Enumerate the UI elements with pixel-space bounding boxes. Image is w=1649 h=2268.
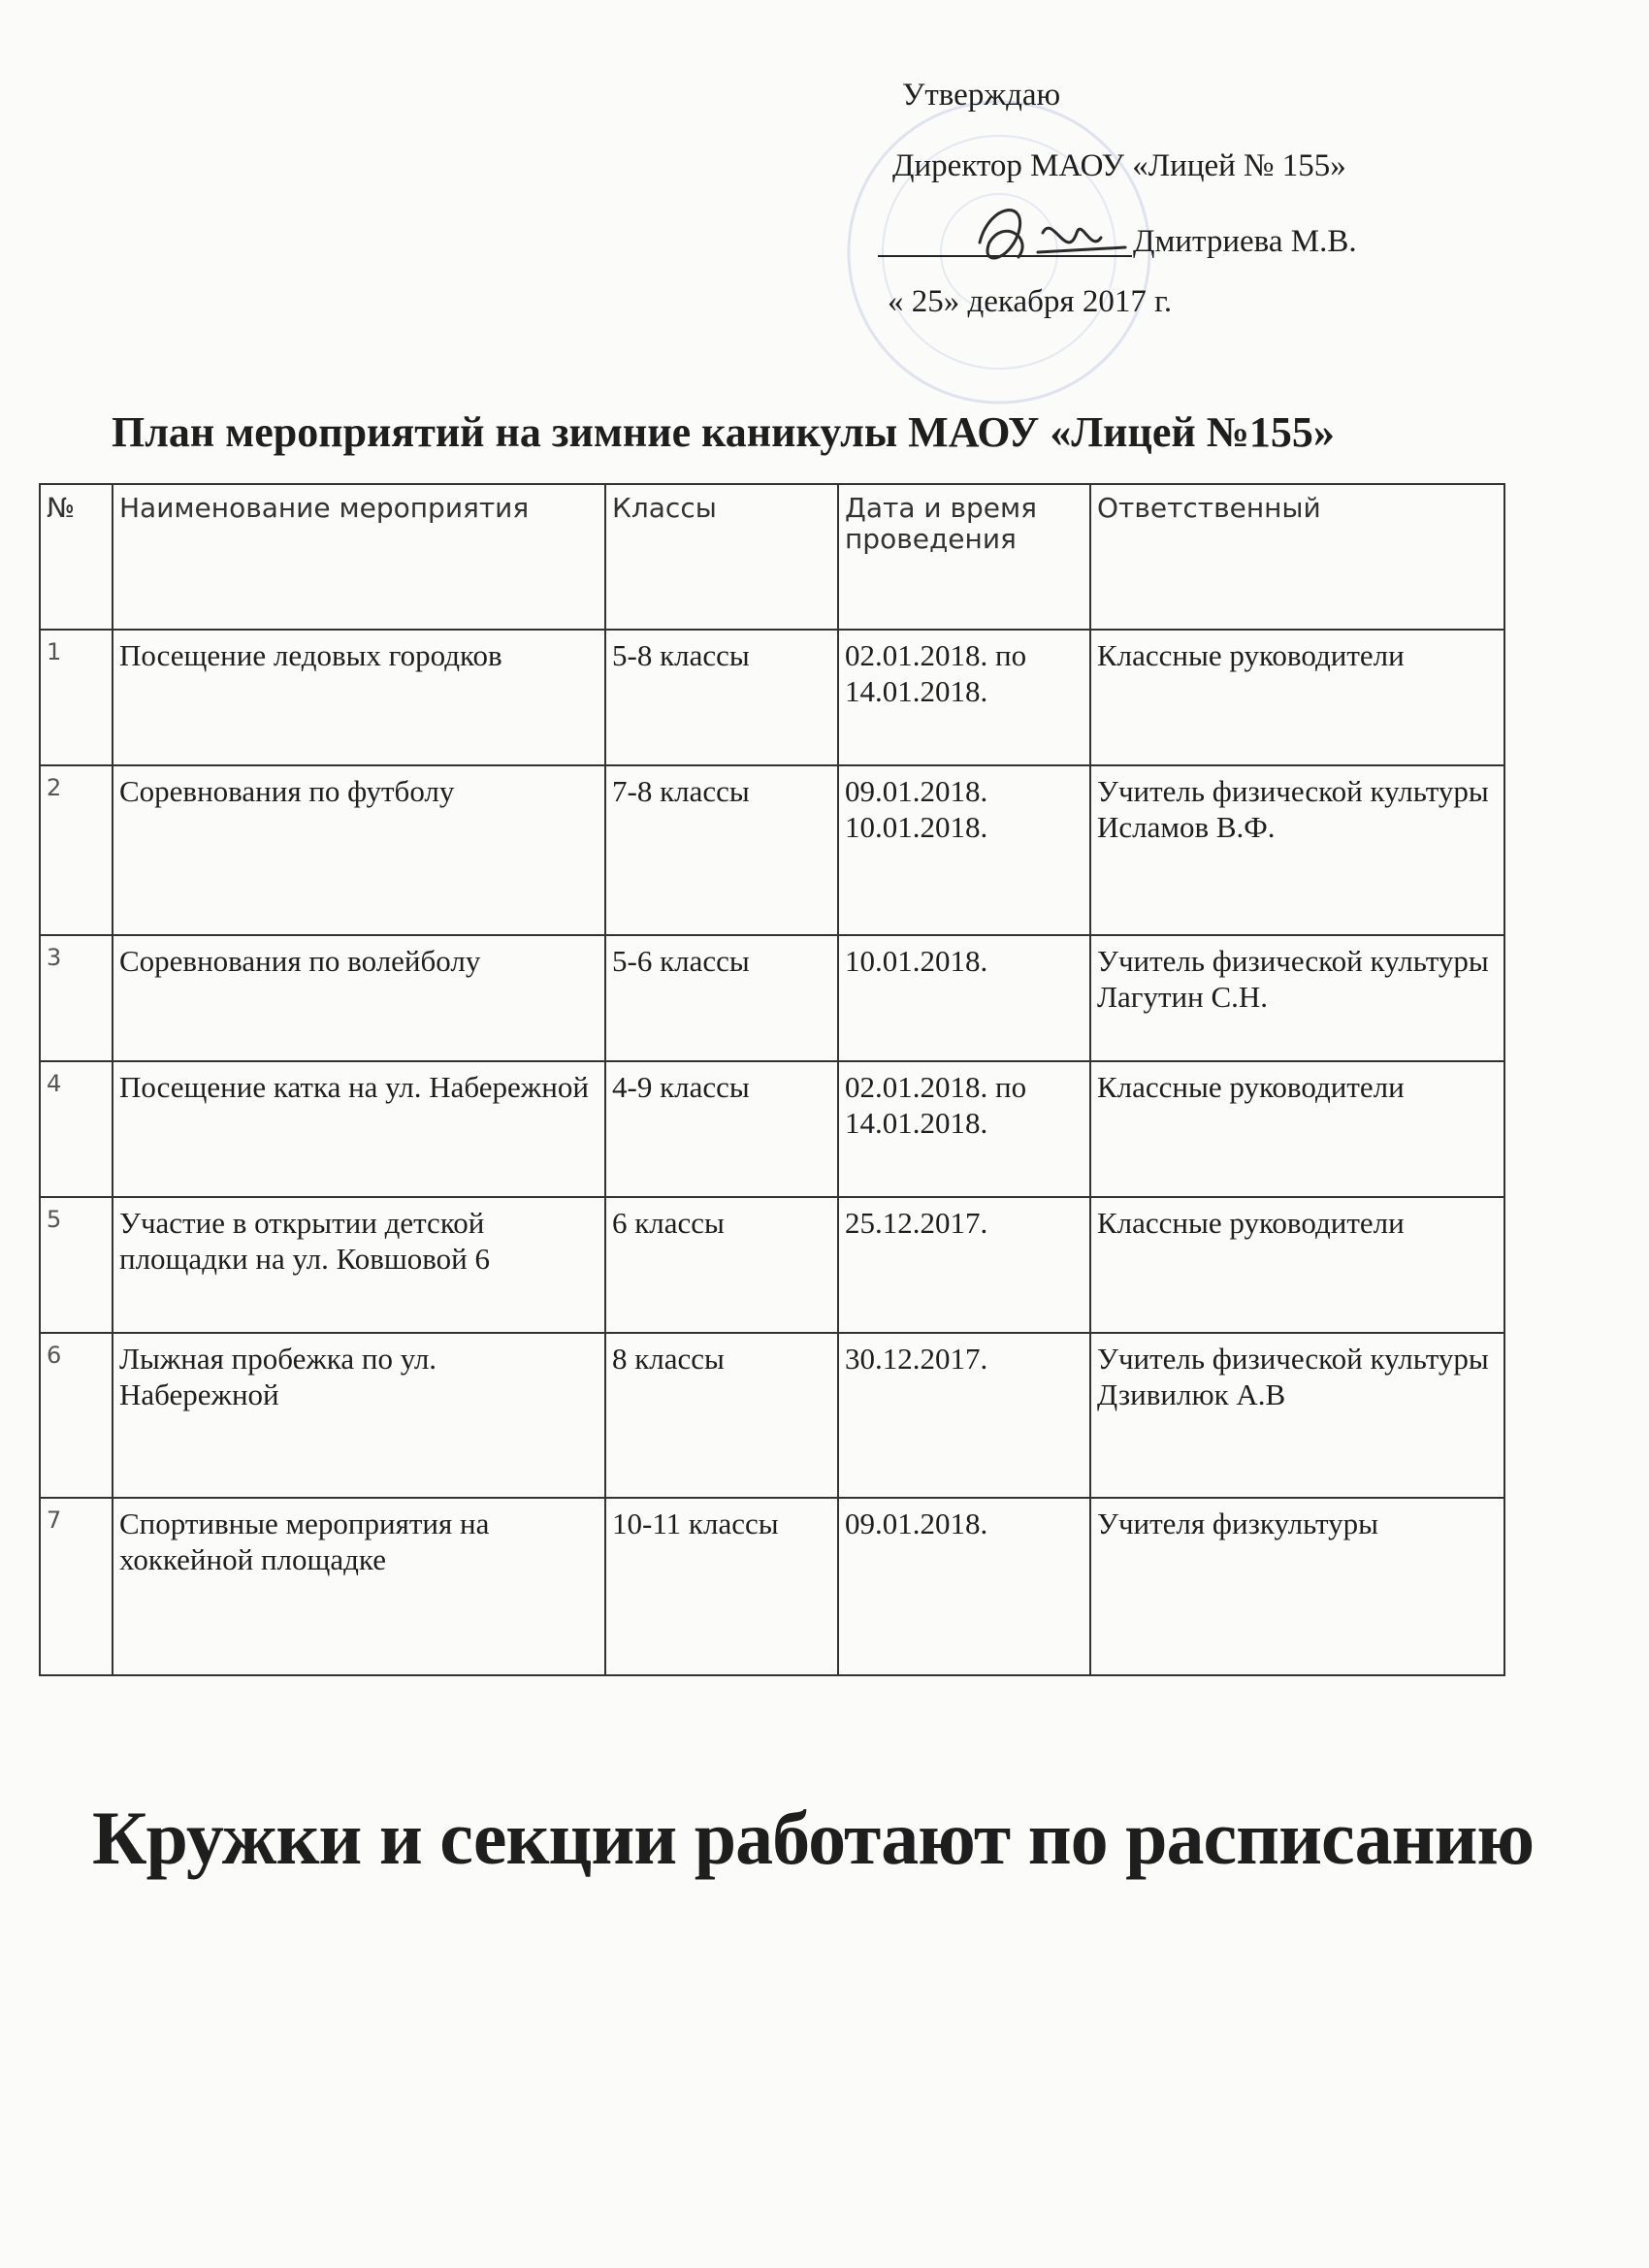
row-number: 5 bbox=[40, 1197, 113, 1333]
row-number: 6 bbox=[40, 1333, 113, 1498]
row-classes: 4-9 классы bbox=[605, 1061, 838, 1197]
row-responsible: Учителя физкультуры bbox=[1090, 1498, 1504, 1675]
row-responsible: Учитель физической культуры Дзивилюк А.В bbox=[1090, 1333, 1504, 1498]
row-responsible: Учитель физической культуры Лагутин С.Н. bbox=[1090, 935, 1504, 1061]
row-date: 09.01.2018. 10.01.2018. bbox=[838, 765, 1090, 935]
row-classes: 6 классы bbox=[605, 1197, 838, 1333]
table-row bbox=[40, 1333, 1504, 1498]
row-event: Соревнования по волейболу bbox=[113, 935, 605, 1061]
row-event: Участие в открытии детской площадки на ул. Ковшовой 6 bbox=[113, 1197, 605, 1333]
row-number: 2 bbox=[40, 765, 113, 935]
signature-line bbox=[878, 255, 1132, 257]
row-event: Соревнования по футболу bbox=[113, 765, 605, 935]
director-position: Директор МАОУ «Лицей № 155» bbox=[892, 148, 1346, 183]
table-header-row bbox=[40, 484, 1504, 630]
page-title: План мероприятий на зимние каникулы МАОУ «Лицей №155» bbox=[112, 408, 1335, 456]
footer-note: Кружки и секции работают по расписанию bbox=[92, 1796, 1535, 1880]
stamp-seal-icon bbox=[839, 92, 1159, 412]
row-event: Посещение катка на ул. Набережной bbox=[113, 1061, 605, 1197]
row-number: 3 bbox=[40, 935, 113, 1061]
approval-date: « 25» декабря 2017 г. bbox=[888, 284, 1173, 319]
table-row bbox=[40, 765, 1504, 935]
row-event: Лыжная пробежка по ул. Набережной bbox=[113, 1333, 605, 1498]
row-date: 02.01.2018. по 14.01.2018. bbox=[838, 1061, 1090, 1197]
header-responsible: Ответственный bbox=[1090, 484, 1504, 630]
row-classes: 5-6 классы bbox=[605, 935, 838, 1061]
signature-icon bbox=[960, 194, 1154, 281]
row-event: Посещение ледовых городков bbox=[113, 630, 605, 765]
row-responsible: Классные руководители bbox=[1090, 1061, 1504, 1197]
director-name: Дмитриева М.В. bbox=[1133, 224, 1357, 259]
row-classes: 8 классы bbox=[605, 1333, 838, 1498]
table-row bbox=[40, 630, 1504, 765]
row-number: 7 bbox=[40, 1498, 113, 1675]
row-classes: 7-8 классы bbox=[605, 765, 838, 935]
header-number: № bbox=[40, 484, 113, 630]
row-number: 1 bbox=[40, 630, 113, 765]
row-classes: 5-8 классы bbox=[605, 630, 838, 765]
table-row bbox=[40, 935, 1504, 1061]
row-date: 10.01.2018. bbox=[838, 935, 1090, 1061]
row-number: 4 bbox=[40, 1061, 113, 1197]
row-classes: 10-11 классы bbox=[605, 1498, 838, 1675]
header-event: Наименование мероприятия bbox=[113, 484, 605, 630]
table-row bbox=[40, 1498, 1504, 1675]
row-date: 09.01.2018. bbox=[838, 1498, 1090, 1675]
row-date: 02.01.2018. по 14.01.2018. bbox=[838, 630, 1090, 765]
row-responsible: Классные руководители bbox=[1090, 630, 1504, 765]
row-responsible: Классные руководители bbox=[1090, 1197, 1504, 1333]
row-event: Спортивные мероприятия на хоккейной площадке bbox=[113, 1498, 605, 1675]
header-classes: Классы bbox=[605, 484, 838, 630]
row-date: 30.12.2017. bbox=[838, 1333, 1090, 1498]
header-date: Дата и время проведения bbox=[838, 484, 1090, 630]
approval-heading: Утверждаю bbox=[902, 78, 1061, 113]
table-row bbox=[40, 1061, 1504, 1197]
row-responsible: Учитель физической культуры Исламов В.Ф. bbox=[1090, 765, 1504, 935]
table-row bbox=[40, 1197, 1504, 1333]
events-table bbox=[39, 483, 1505, 1676]
row-date: 25.12.2017. bbox=[838, 1197, 1090, 1333]
